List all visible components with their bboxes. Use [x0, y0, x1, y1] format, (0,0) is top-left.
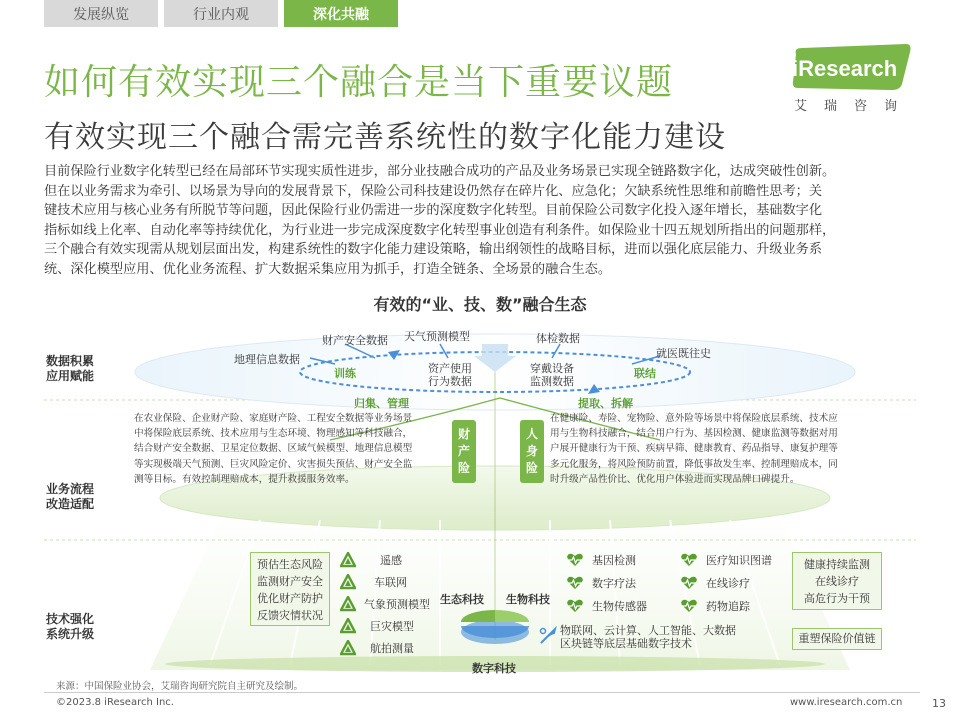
life-insurance-desc [550, 411, 880, 487]
bio-item [566, 575, 636, 591]
desc-line: 中将保险底层系统、技术应用与生态环境、物理感知等科技融合， [134, 428, 413, 440]
page-subtitle: 有效实现三个融合需完善系统性的数字化能力建设 [44, 120, 726, 155]
label-line: 区块链等底层基础数字技术 [560, 637, 692, 650]
eco-item [340, 596, 430, 612]
eco-item [340, 552, 402, 568]
life-insurance-badge [520, 420, 544, 483]
eco-item [340, 640, 414, 656]
label-medical-history: 就医既往史 [656, 347, 711, 360]
bio-item [566, 552, 636, 568]
label-property-data: 财产安全数据 [322, 334, 388, 347]
paragraph-line: 统、深化模型应用、优化业务流程、扩大数据采集应用为抓手，打造全链条、全场景的融合生态。 [44, 261, 612, 277]
label-line: 穿戴设备 [530, 362, 574, 375]
bio-item-label: 基因检测 [592, 554, 636, 567]
website-link[interactable]: www.iresearch.com.cn [790, 697, 903, 708]
eco-item-label: 巨灾模型 [370, 620, 414, 633]
tab-development-overview[interactable]: 发展纵览 [44, 0, 158, 27]
heartbeat-icon [566, 576, 584, 590]
label-geo-data: 地理信息数据 [234, 353, 300, 366]
eco-item-label: 气象预测模型 [364, 598, 430, 611]
page-number: 13 [932, 697, 946, 710]
bio-item [566, 598, 647, 614]
label-line: 行为数据 [428, 375, 472, 388]
label-asset-behavior [428, 362, 472, 388]
badge-char: 身 [525, 444, 538, 458]
bio-tech-label: 生物科技 [506, 593, 550, 606]
tab-deep-integration[interactable]: 深化共融 [284, 0, 398, 27]
bio-item-label: 在线诊疗 [706, 577, 750, 590]
bio-item-label: 药物追踪 [706, 600, 750, 613]
desc-line: 结合财产安全数据、卫星定位数据、区域气候模型、地理信息模型 [134, 443, 413, 455]
layer-label-line: 业务流程 [46, 482, 95, 496]
eco-item-label: 车联网 [374, 576, 407, 589]
eco-tech-label: 生态科技 [440, 593, 484, 606]
digital-tech-label: 数字科技 [472, 662, 516, 675]
label-weather-model: 天气预测模型 [404, 330, 470, 343]
heartbeat-icon [680, 576, 698, 590]
label-line: 监测数据 [530, 375, 574, 388]
paragraph-line: 三个融合有效实现需从规划层面出发，构建系统性的数字化能力建设策略，输出纲领性的战略目标，进而以强化底层能力、升级业务系 [44, 242, 823, 258]
box-line: 在线诊疗 [815, 575, 859, 588]
property-insurance-desc [134, 411, 448, 487]
paragraph-line: 指标如线上化率、自动化率等持续优化，为行业进一步完成深度数字化转型事业创造有利条件。如保险业十四五规划所指出的问题那样， [44, 222, 836, 238]
desc-line: 在健康险、寿险、宠物险、意外险等场景中将保险底层系统、技术应 [550, 413, 838, 424]
label-train: 训练 [334, 367, 356, 380]
box-line: 优化财产防护 [257, 592, 323, 605]
label-collect-manage: 归集、管理 [354, 397, 409, 410]
box-line: 重塑保险价值链 [798, 632, 876, 645]
eco-item [340, 574, 407, 590]
eco-item [340, 618, 414, 634]
recycle-icon [340, 618, 356, 634]
value-chain-box [792, 628, 882, 650]
desc-line: 时升级产品性价比、优化用户体验进而实现品牌口碑提升。 [550, 473, 800, 485]
property-goals-box [250, 552, 330, 626]
heartbeat-icon [566, 599, 584, 613]
layer-label-line: 改造适配 [46, 497, 95, 511]
label-extract: 提取、拆解 [578, 397, 633, 410]
bio-item-label: 医疗知识图谱 [706, 554, 772, 567]
box-line: 监测财产安全 [257, 575, 323, 588]
label-link: 联结 [634, 367, 656, 380]
eco-item-label: 航拍测量 [370, 642, 414, 655]
box-line: 预估生态风险 [257, 558, 323, 571]
bio-item [680, 575, 750, 591]
recycle-icon [340, 596, 356, 612]
source-note: 来源：中国保险业协会，艾瑞咨询研究院自主研究及绘制。 [56, 681, 304, 692]
layer-label-line: 技术强化 [46, 612, 95, 626]
box-line: 健康持续监测 [804, 558, 870, 571]
bio-item-label: 数字疗法 [592, 577, 636, 590]
layer-label-line: 数据积累 [46, 354, 95, 368]
paragraph-line: 键技术应用与核心业务有所脱节等问题，因此保险行业仍需进一步的深度数字化转型。目前保险公司数字化投入逐年增长，基础数字化 [44, 203, 823, 219]
eco-item-label: 遥感 [380, 554, 402, 567]
desc-line: 在农业保险、企业财产险、家庭财产险、工程安全数据等业务场景 [134, 413, 413, 424]
heartbeat-icon [680, 599, 698, 613]
label-line: 物联网、云计算、人工智能、大数据 [560, 624, 736, 637]
copyright: ©2023.8 iResearch Inc. [56, 697, 174, 708]
layer-label-line: 应用赋能 [46, 369, 95, 383]
badge-char: 产 [457, 444, 470, 458]
desc-line: 户展开健康行为干预、疾病早筛、健康教育、药品指导、康复护理等 [550, 443, 838, 455]
badge-char: 险 [525, 461, 538, 475]
tech-tools-icon [538, 626, 558, 646]
tab-industry-view[interactable]: 行业内观 [164, 0, 278, 27]
page-title: 如何有效实现三个融合是当下重要议题 [44, 62, 674, 103]
label-line: 资产使用 [428, 362, 472, 375]
center-arrow-body [482, 344, 508, 356]
layer-label-business [46, 482, 94, 512]
label-wearable-data [530, 362, 574, 388]
desc-line: 多元化服务，将风险预防前置，降低事故发生率、控制理赔成本，同 [550, 458, 838, 470]
property-insurance-badge [452, 420, 476, 483]
desc-line: 用与生物科技融合，结合用户行为、基因检测、健康监测等数据对用 [550, 428, 838, 440]
footer-divider [44, 692, 920, 693]
bio-item [680, 598, 750, 614]
badge-char: 人 [525, 427, 538, 441]
desc-line: 等实现极端天气预测、巨灾风险定价、灾害损失预估、财产安全监 [134, 458, 413, 470]
bio-item [680, 552, 772, 568]
recycle-icon [340, 640, 356, 656]
logo-subtext: 艾瑞咨询 [794, 99, 915, 114]
layer-label-line: 系统升级 [46, 627, 95, 641]
desc-line: 测等目标。有效控制理赔成本，提升救援服务效率。 [134, 473, 355, 485]
logo-text: iResearch [792, 56, 898, 81]
recycle-icon [340, 552, 356, 568]
paragraph-line: 但在以业务需求为牵引、以场景为导向的发展背景下，保险公司科技建设仍然存在碎片化、应急化；欠缺系统性思维和前瞻性思考；关 [44, 183, 823, 199]
diagram-title: 有效的“业、技、数”融合生态 [373, 295, 587, 314]
box-line: 高危行为干预 [804, 592, 870, 605]
heartbeat-icon [566, 553, 584, 567]
heartbeat-icon [680, 553, 698, 567]
digital-tech-items [560, 624, 736, 650]
recycle-icon [340, 574, 356, 590]
box-line: 反馈灾情状况 [257, 609, 323, 622]
badge-char: 险 [457, 461, 470, 475]
paragraph-line: 目前保险行业数字化转型已经在局部环节实现实质性进步，部分业技融合成功的产品及业务场景已实现全链路数字化，达成突破性创新。 [44, 164, 836, 179]
badge-char: 财 [457, 427, 470, 441]
label-physical-exam-data: 体检数据 [536, 332, 580, 345]
bio-item-label: 生物传感器 [592, 600, 647, 613]
life-goals-box [792, 552, 882, 610]
layer-label-data [46, 354, 94, 384]
layer-label-tech [46, 612, 94, 642]
